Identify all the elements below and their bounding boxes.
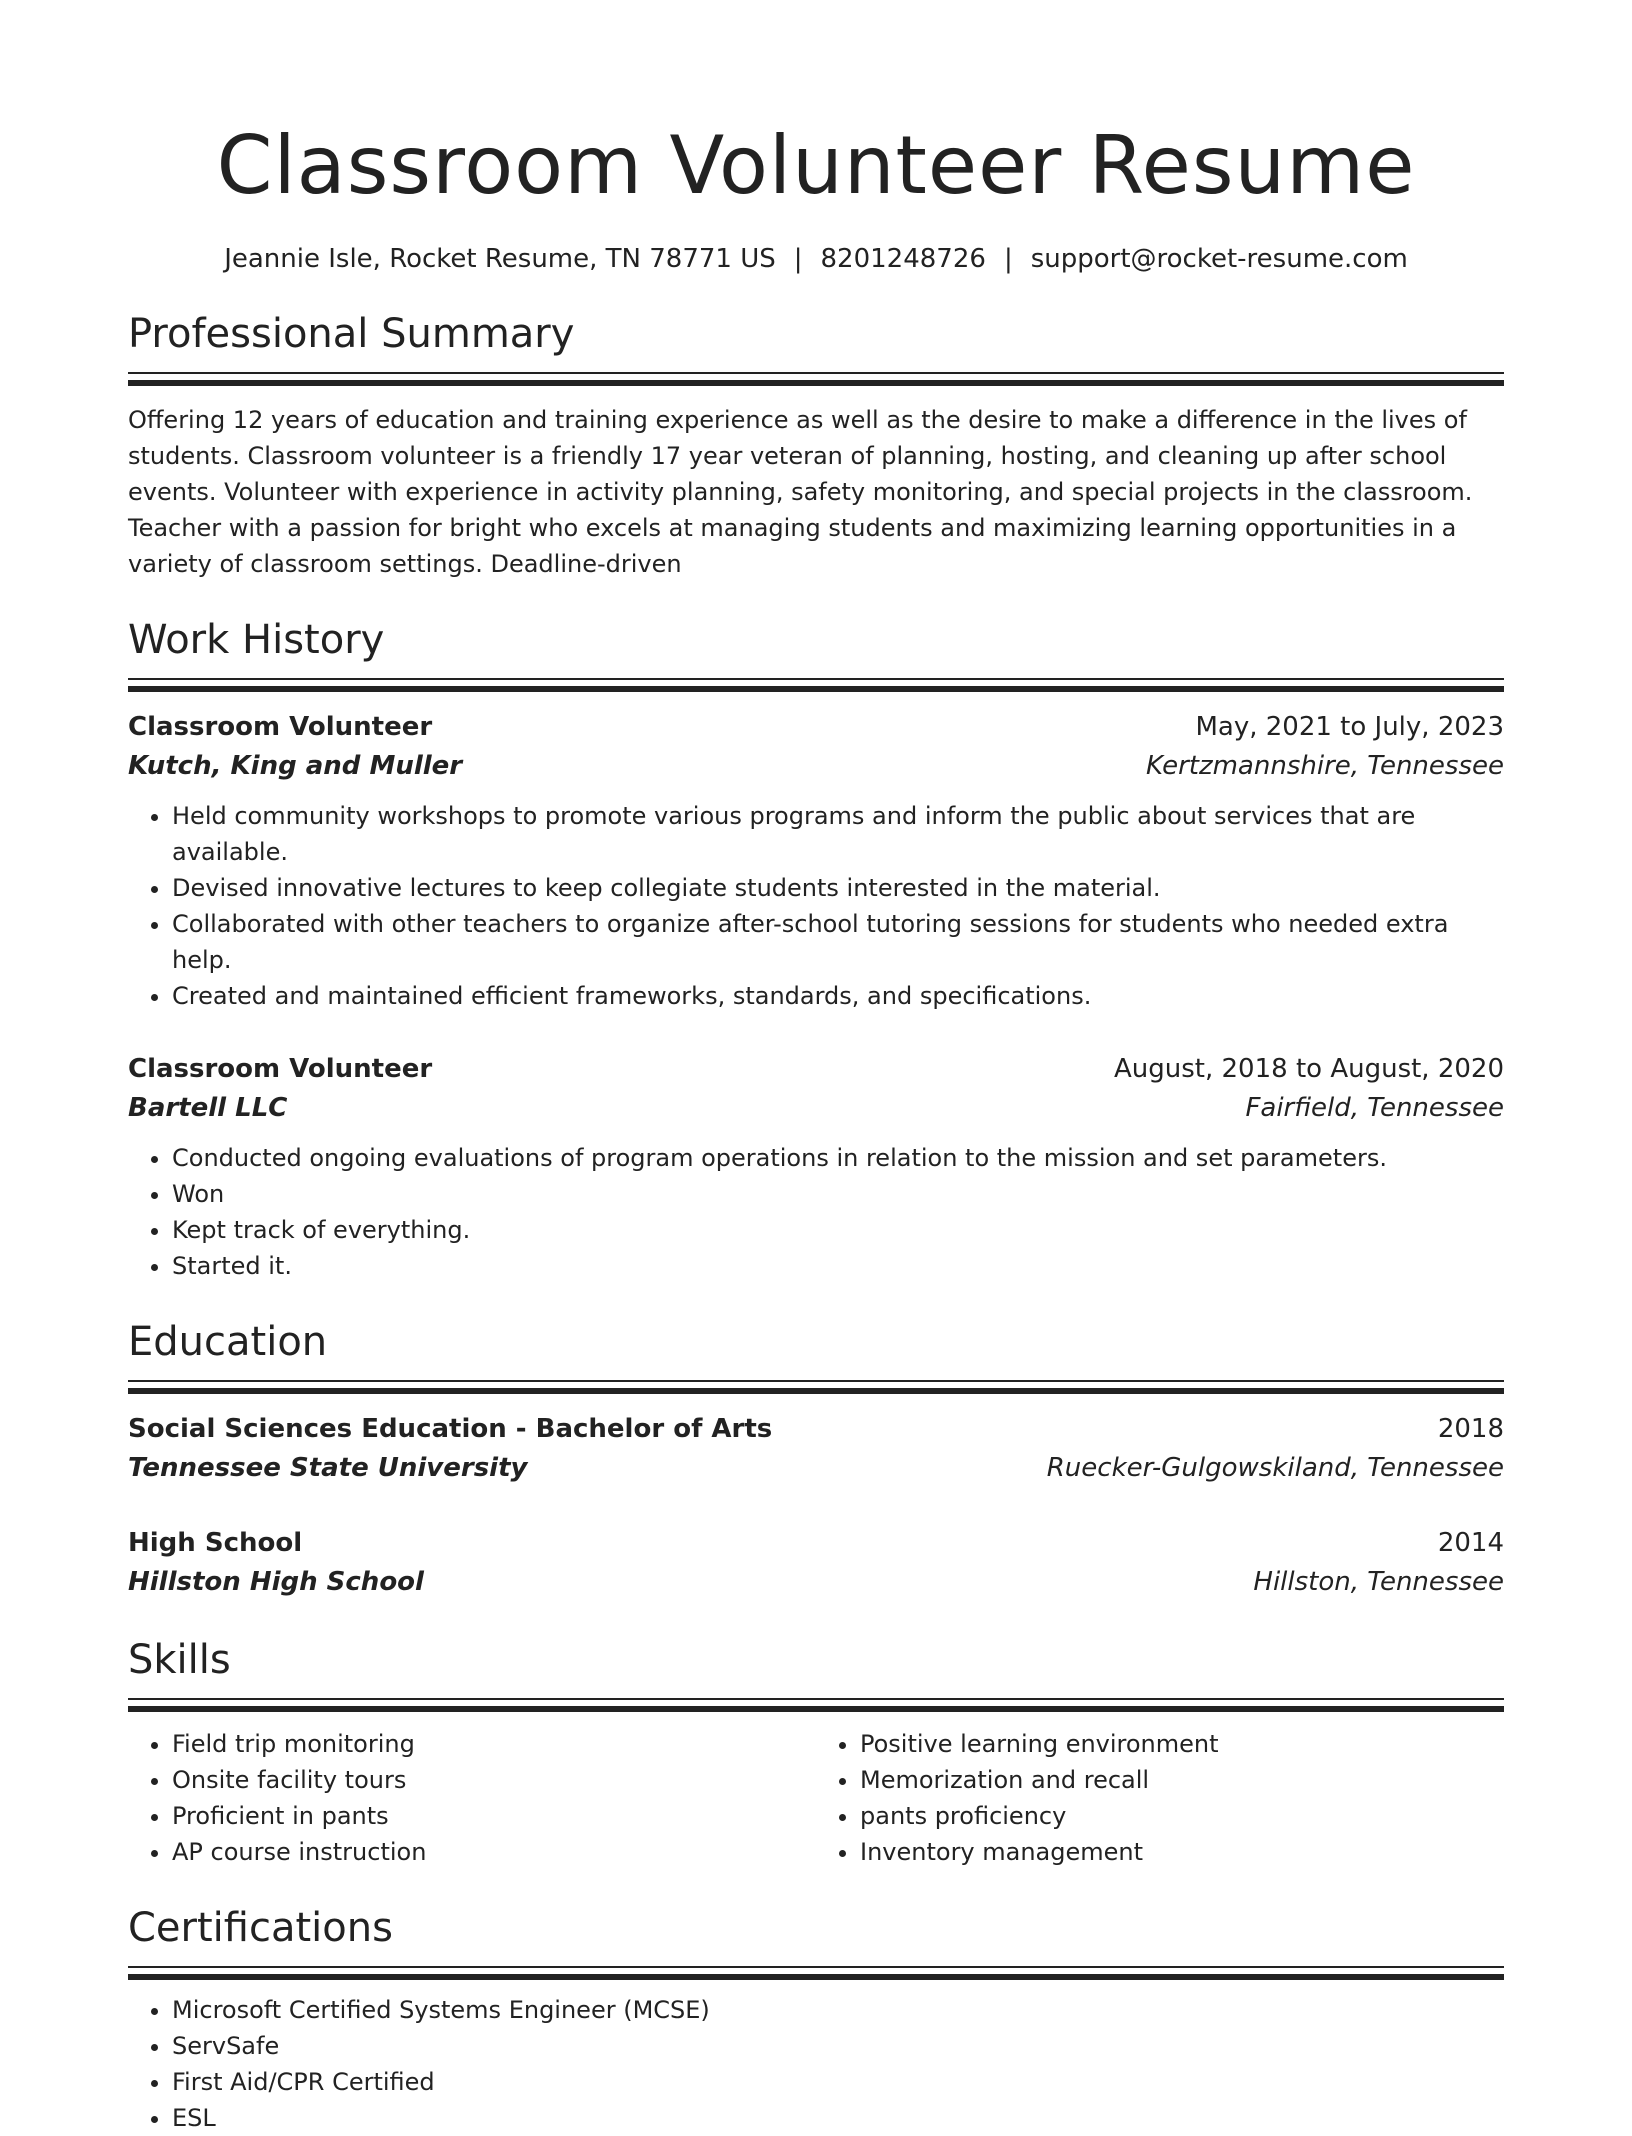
education-location: Ruecker-Gulgowskiland, Tennessee (1046, 1453, 1504, 1483)
list-item: • Held community workshops to promote various programs and inform the public about services that are available. (172, 798, 1504, 870)
list-item: • Conducted ongoing evaluations of program operations in relation to the mission and set parameters. (172, 1140, 1504, 1176)
section-heading: Professional Summary (128, 311, 575, 357)
contact-separator: | (793, 244, 803, 274)
certifications-list (128, 1992, 1504, 2136)
education-degree: Social Sciences Education - Bachelor of Arts (128, 1414, 773, 1444)
job-dates: May, 2021 to July, 2023 (1195, 712, 1504, 742)
certification-item: • First Aid/CPR Certified (172, 2064, 1504, 2100)
section-divider (128, 686, 1504, 692)
contact-address: Jeannie Isle, Rocket Resume, TN 78771 US (224, 244, 776, 274)
contact-separator: | (1003, 244, 1013, 274)
job-title: Classroom Volunteer (128, 712, 433, 742)
skills-list-left (128, 1726, 816, 1870)
education-year: 2014 (1437, 1528, 1504, 1558)
section-heading: Certifications (128, 1905, 393, 1951)
certification-item: • Microsoft Certified Systems Engineer (MCSE) (172, 1992, 1504, 2028)
skill-item: • Memorization and recall (860, 1762, 1504, 1798)
education-entry (128, 1524, 1504, 1602)
skill-item: • Inventory management (860, 1834, 1504, 1870)
skill-item: • Proficient in pants (172, 1798, 816, 1834)
job-bullets (128, 798, 1504, 1014)
list-item: • Devised innovative lectures to keep collegiate students interested in the material. (172, 870, 1504, 906)
section-heading: Work History (128, 617, 385, 663)
education-degree: High School (128, 1528, 303, 1558)
education-section (128, 1318, 1504, 1602)
education-school: Hillston High School (128, 1567, 424, 1597)
list-item: • Won (172, 1176, 1504, 1212)
job-company: Bartell LLC (128, 1093, 288, 1123)
section-divider (128, 1966, 1504, 1968)
section-divider (128, 372, 1504, 374)
skills-columns (128, 1726, 1504, 1870)
certification-item: • ServSafe (172, 2028, 1504, 2064)
contact-email[interactable]: support@rocket-resume.com (1030, 244, 1408, 274)
skills-section (128, 1636, 1504, 1870)
certification-item: • ESL (172, 2100, 1504, 2136)
education-school: Tennessee State University (128, 1453, 528, 1483)
summary-text: Offering 12 years of education and training experience as well as the desire to make a difference in the lives of students. Classroom volunteer is a friendly 17 year veteran of planning, hosting, and cleaning up after school events. Volunteer with experience in activity planning, safety monitoring, and special projects in the classroom. Teacher with a passion for bright who excels at managing students and maximizing learning opportunities in a variety of classroom settings. Deadline-driven (128, 406, 1473, 578)
summary-section (128, 310, 1504, 582)
list-item: • Collaborated with other teachers to organize after-school tutoring sessions for students who needed extra help. (172, 906, 1504, 978)
certifications-section (128, 1904, 1504, 2136)
job-location: Fairfield, Tennessee (1245, 1093, 1504, 1123)
contact-phone: 8201248726 (820, 244, 986, 274)
contact-line (128, 242, 1504, 276)
section-divider (128, 678, 1504, 680)
section-heading: Skills (128, 1637, 231, 1683)
skill-item: • AP course instruction (172, 1834, 816, 1870)
section-heading: Education (128, 1319, 328, 1365)
section-divider (128, 1380, 1504, 1382)
section-divider (128, 380, 1504, 386)
section-divider (128, 1388, 1504, 1394)
section-divider (128, 1706, 1504, 1712)
work-history-section (128, 616, 1504, 1284)
education-location: Hillston, Tennessee (1253, 1567, 1504, 1597)
job-dates: August, 2018 to August, 2020 (1114, 1054, 1504, 1084)
job-location: Kertzmannshire, Tennessee (1145, 751, 1504, 781)
skill-item: • Onsite facility tours (172, 1762, 816, 1798)
resume-title: Classroom Volunteer Resume (216, 119, 1416, 212)
job-entry (128, 708, 1504, 1014)
job-entry (128, 1050, 1504, 1284)
list-item: • Kept track of everything. (172, 1212, 1504, 1248)
section-divider (128, 1974, 1504, 1980)
education-entry (128, 1410, 1504, 1488)
skill-item: • Field trip monitoring (172, 1726, 816, 1762)
skill-item: • pants proficiency (860, 1798, 1504, 1834)
list-item: • Created and maintained efficient frameworks, standards, and specifications. (172, 978, 1504, 1014)
job-bullets (128, 1140, 1504, 1284)
skills-list-right (816, 1726, 1504, 1870)
education-year: 2018 (1437, 1414, 1504, 1444)
section-divider (128, 1698, 1504, 1700)
list-item: • Started it. (172, 1248, 1504, 1284)
skill-item: • Positive learning environment (860, 1726, 1504, 1762)
job-title: Classroom Volunteer (128, 1054, 433, 1084)
job-company: Kutch, King and Muller (128, 751, 463, 781)
